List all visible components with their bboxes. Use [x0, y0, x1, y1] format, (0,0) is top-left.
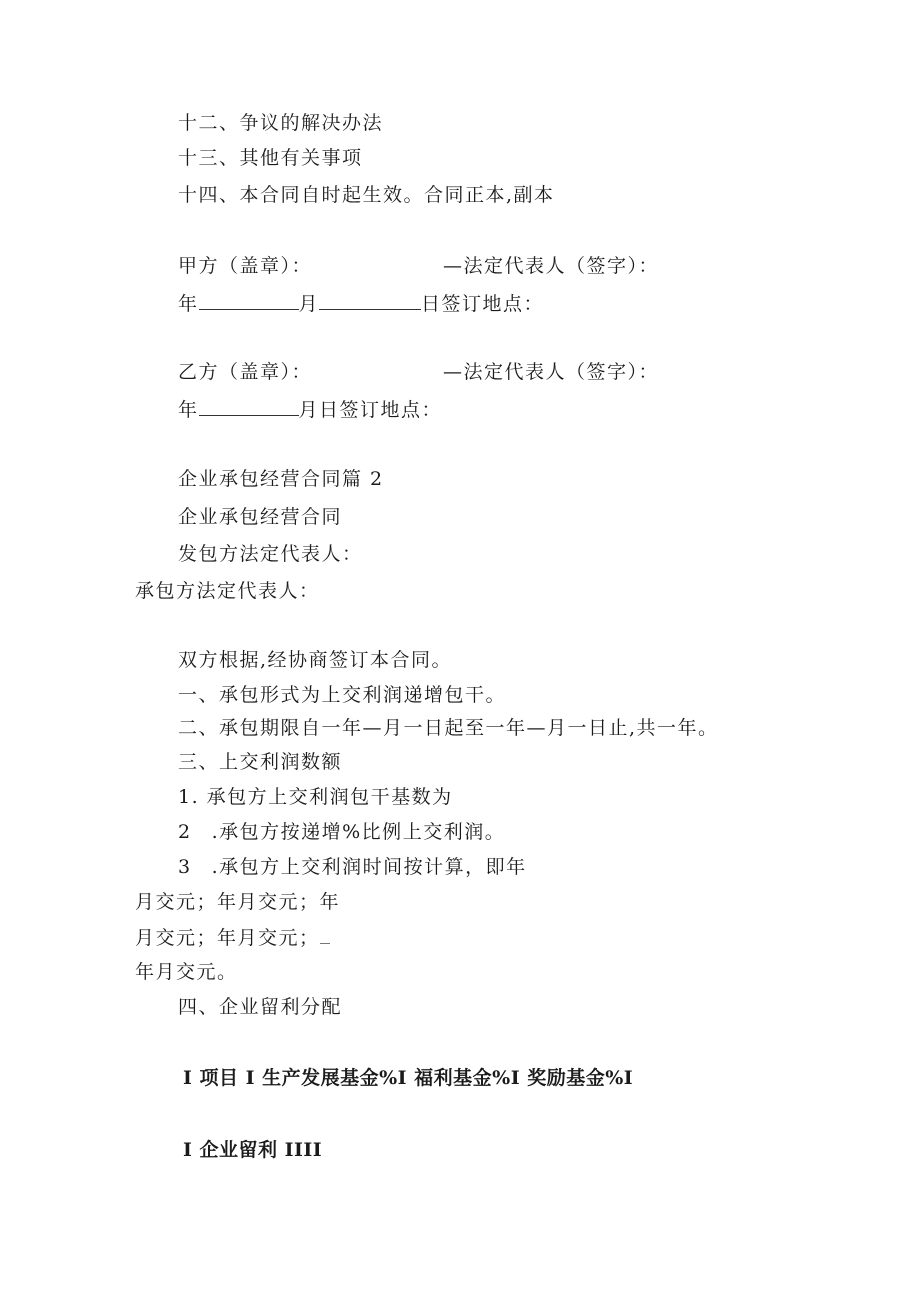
issuer-legal-rep: 发包方法定代表人：	[178, 543, 363, 565]
year-label: 年	[178, 399, 199, 421]
payment-line-3: 年月交元。	[135, 961, 238, 983]
item-4: 四、企业留利分配	[178, 996, 343, 1018]
party-b-date-line	[178, 397, 442, 422]
payment-line-2	[135, 925, 330, 950]
item-3: 三、上交利润数额	[178, 751, 343, 773]
party-a-rep-signature: —法定代表人（签字）：	[443, 255, 660, 277]
blank-mark	[320, 925, 330, 944]
retained-profit-table-row: I 企业留利 IIII	[183, 1139, 323, 1161]
month-blank	[319, 291, 421, 310]
item-3-2	[178, 820, 505, 844]
item-3-2-number: 2	[178, 821, 192, 843]
payment-line-1: 月交元；年月交元；年	[135, 891, 341, 913]
section-13: 十三、其他有关事项	[178, 147, 363, 169]
month-day-place-label: 月日签订地点：	[298, 399, 443, 421]
year-blank	[199, 397, 299, 416]
article-2-subtitle: 企业承包经营合同	[178, 506, 343, 528]
year-label: 年	[178, 293, 199, 315]
item-2: 二、承包期限自一年—月一日起至一年—月一日止,共一年。	[178, 717, 719, 739]
year-blank	[199, 291, 299, 310]
item-3-3	[178, 855, 527, 879]
party-a-seal: 甲方（盖章）：	[178, 255, 313, 277]
party-b-seal: 乙方（盖章）：	[178, 361, 313, 383]
day-place-label: 日签订地点：	[421, 293, 545, 315]
section-12: 十二、争议的解决办法	[178, 112, 384, 134]
item-3-1: 1. 承包方上交利润包干基数为	[178, 786, 453, 808]
item-3-3-number: 3	[178, 856, 192, 878]
intro-paragraph: 双方根据,经协商签订本合同。	[178, 649, 453, 671]
party-b-rep-signature: —法定代表人（签字）：	[443, 361, 660, 383]
article-2-title: 企业承包经营合同篇 2	[178, 468, 384, 490]
party-a-date-line	[178, 291, 544, 316]
retained-profit-table-header: I 项目 I 生产发展基金%I 福利基金%I 奖励基金%I	[183, 1067, 634, 1089]
month-label: 月	[298, 293, 320, 315]
item-3-3-text: .承包方上交利润时间按计算，即年	[211, 856, 527, 878]
section-14: 十四、本合同自时起生效。合同正本,副本	[178, 184, 555, 206]
item-1: 一、承包形式为上交利润递增包干。	[178, 684, 507, 706]
payment-line-2-text: 月交元；年月交元；	[135, 927, 320, 949]
contractor-legal-rep: 承包方法定代表人：	[135, 580, 320, 602]
item-3-2-text: .承包方按递增%比例上交利润。	[211, 821, 506, 843]
